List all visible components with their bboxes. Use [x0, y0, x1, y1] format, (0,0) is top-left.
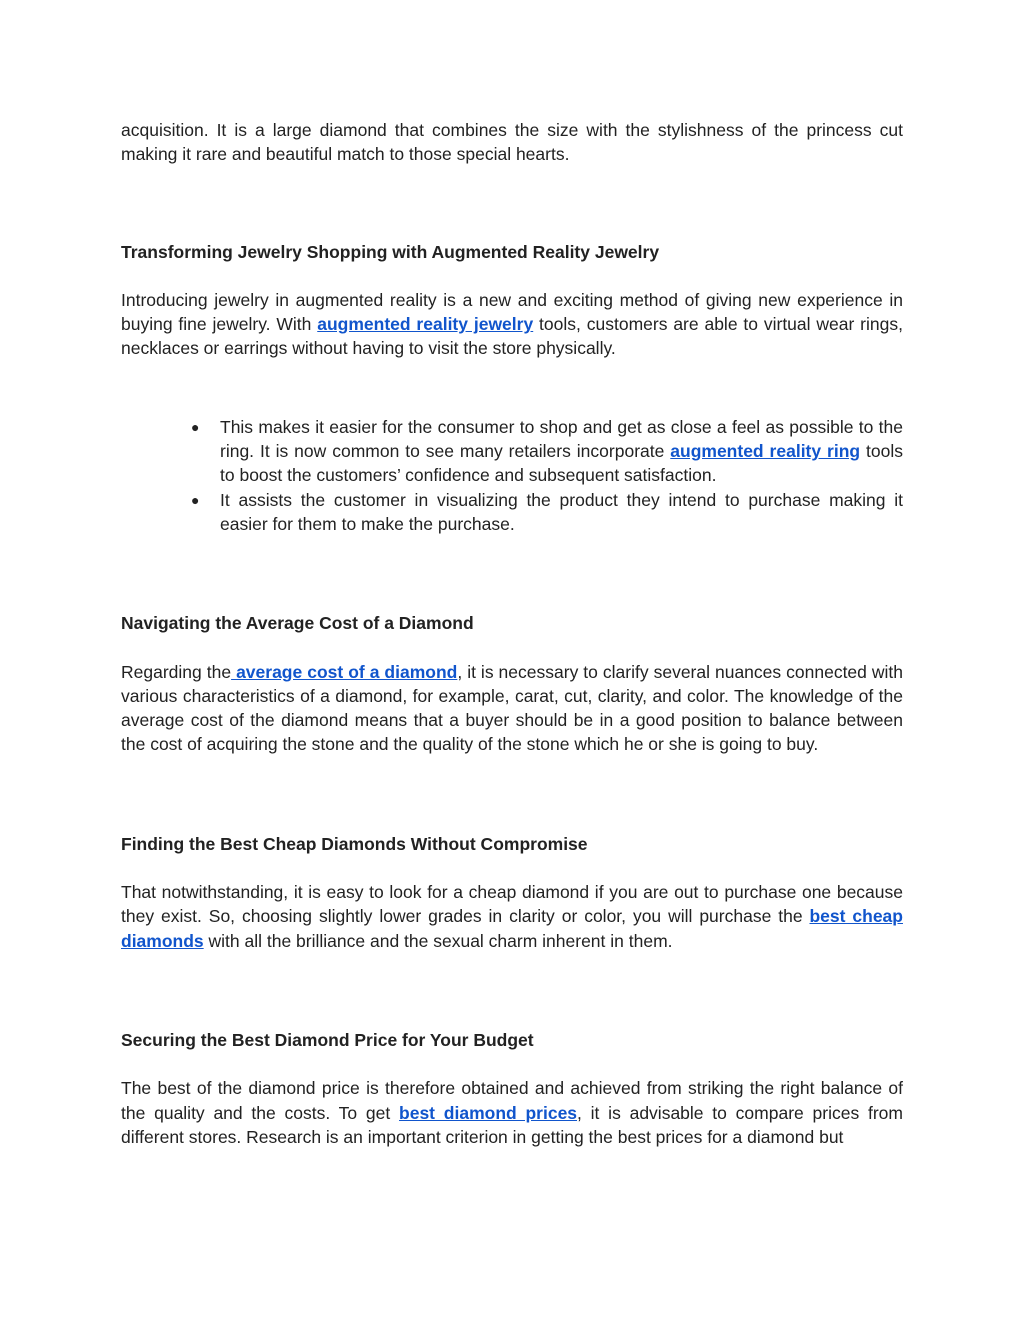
spacer	[121, 167, 903, 240]
cost-paragraph	[121, 660, 903, 757]
bullet-2-text: It assists the customer in visualizing the product they intend to purchase making it easier for them to make the purchase.	[220, 489, 903, 534]
price-paragraph-text-1: The best of the diamond price is therefore obtained and achieved from striking the right balance of the quality and the costs. To get	[121, 1078, 903, 1123]
ar-bullet-list	[121, 415, 903, 536]
bullet-icon: ●	[191, 491, 200, 508]
ar-paragraph-text-1: Introducing jewelry in augmented reality is a new and exciting method of giving new experience in buying fine jewelry. With	[121, 289, 903, 335]
price-paragraph	[121, 1076, 903, 1149]
heading-best-diamond-price: Securing the Best Diamond Price for Your Budget	[121, 1029, 534, 1050]
ar-paragraph-text-2: tools, customers are able to virtual wear rings, necklaces or earrings without having to visit the store physically.	[121, 314, 903, 359]
price-paragraph-text-2: , it is advisable to compare prices from different stores. Research is an important criterion in getting the best prices for a diamond but	[121, 1102, 903, 1147]
document-page	[121, 118, 903, 1149]
spacer	[121, 757, 903, 832]
bullet-1-text-2: tools to boost the customers’ confidence and subsequent satisfaction.	[220, 441, 903, 486]
spacer	[121, 1052, 903, 1076]
bullet-icon: ●	[191, 418, 200, 435]
cheap-paragraph-text-2: with all the brilliance and the sexual charm inherent in them.	[203, 930, 673, 951]
link-best-diamond-prices[interactable]: best diamond prices	[399, 1102, 578, 1123]
heading-average-cost: Navigating the Average Cost of a Diamond	[121, 613, 474, 634]
spacer	[121, 536, 903, 611]
heading-best-cheap-diamonds: Finding the Best Cheap Diamonds Without Compromise	[121, 833, 588, 854]
spacer	[121, 361, 903, 415]
heading-augmented-reality: Transforming Jewelry Shopping with Augmented Reality Jewelry	[121, 241, 660, 262]
cheap-paragraph	[121, 880, 903, 953]
cost-paragraph-text-1: Regarding the	[121, 661, 232, 682]
spacer	[121, 953, 903, 1028]
list-item	[121, 415, 903, 488]
spacer	[121, 856, 903, 880]
bullet-1-text-1: This makes it easier for the consumer to shop and get as close a feel as possible to the ring. It is now common to see many retailers incorporate	[220, 416, 903, 462]
cheap-paragraph-text-1: That notwithstanding, it is easy to look for a cheap diamond if you are out to purchase one because they exist. So, choosing slightly lower grades in clarity or color, you will purchase the	[121, 882, 903, 927]
link-best-cheap-diamonds[interactable]: best cheap diamonds	[121, 906, 903, 951]
spacer	[121, 636, 903, 660]
cost-paragraph-text-2: , it is necessary to clarify several nuances connected with various characteristics of a diamond, for example, carat, cut, clarity, and color. The knowledge of the average cost of the diamond means that a buyer should be in a good position to balance between the cost of acquiring the stone and the quality of the stone which he or she is going to buy.	[121, 661, 904, 755]
list-item	[121, 488, 903, 537]
ar-paragraph	[121, 288, 903, 361]
link-augmented-reality-ring[interactable]: augmented reality ring	[670, 441, 861, 462]
link-augmented-reality-jewelry[interactable]: augmented reality jewelry	[317, 314, 534, 335]
spacer	[121, 264, 903, 288]
link-average-cost-of-a-diamond[interactable]: average cost of a diamond	[231, 661, 458, 682]
intro-paragraph: acquisition. It is a large diamond that combines the size with the stylishness of the princess cut making it rare and beautiful match to those special hearts.	[121, 120, 903, 165]
